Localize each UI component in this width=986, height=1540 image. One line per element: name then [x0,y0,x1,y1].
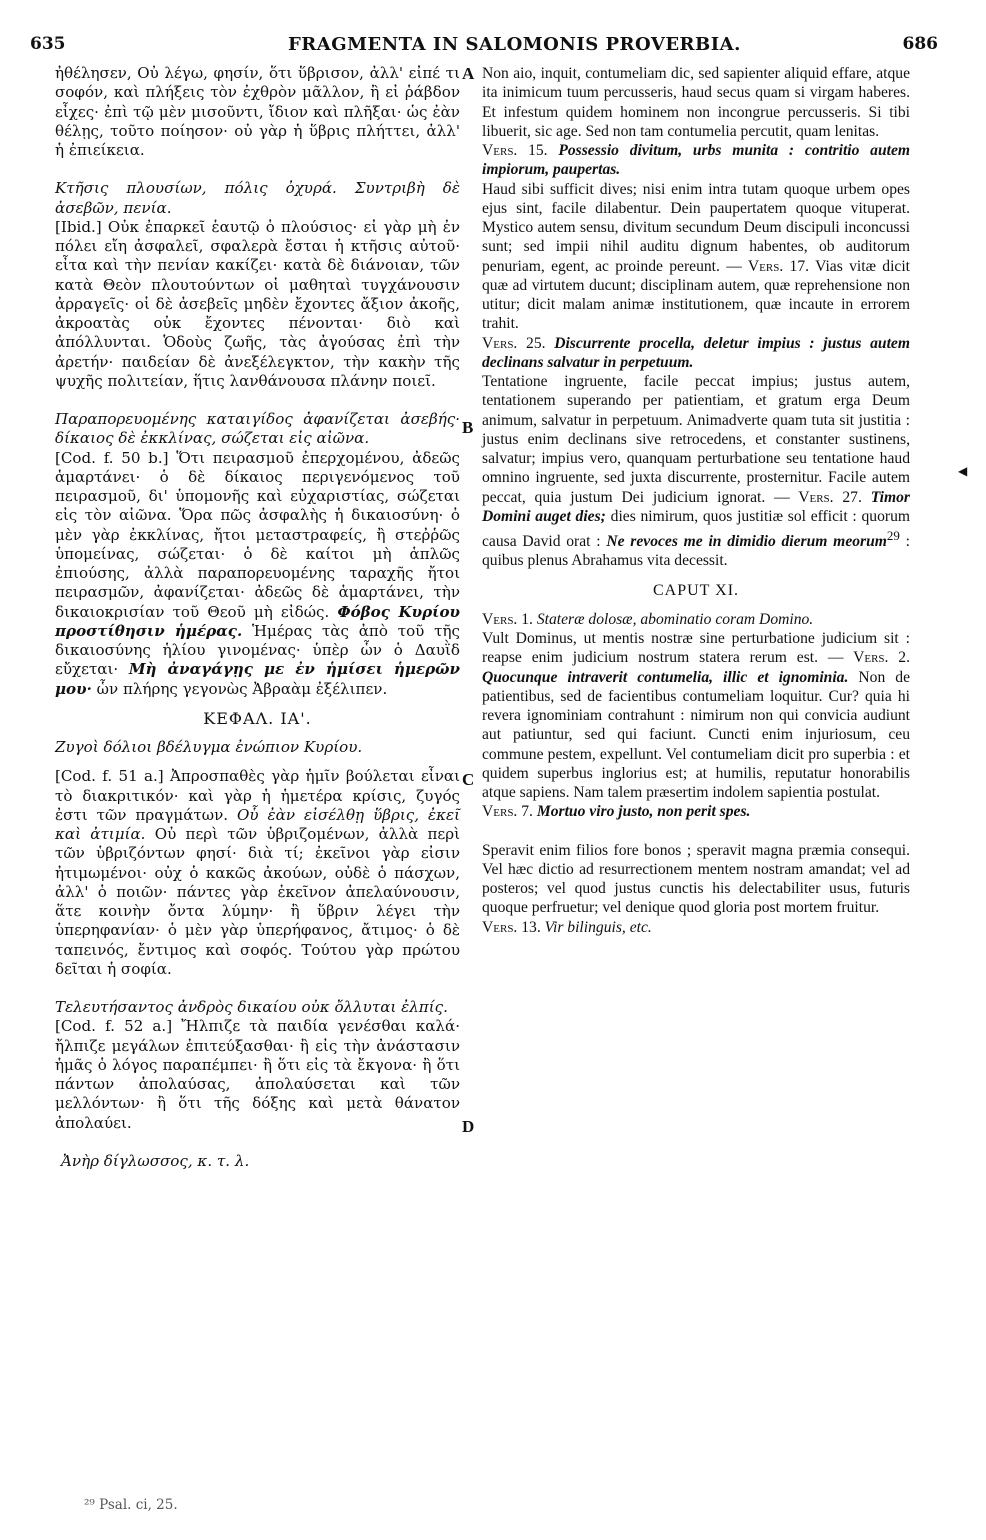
latin-paragraph: Tentatione ingruente, facile peccat impius; justus autem, tentationem superando per patientiam, et gratum erga Deum animum, salvatur in perpetuum. Animadverte quam tuta sit justitia : justus enim declinans sive retrocedens, et constanter sustinens, salvatur; impius vero, quanquam perturbatione seu tentatione haud omnino ingruente, sed juxta discurrente, prosternitur. Facile autem peccat, quia justum Dei judicium ignorat. — Vers. 27. Timor Domini auget dies; dies nimirum, quos justitiæ sol efficit : quorum causa David orat : Ne revoces me in dimidio dierum meorum$^{29}$ : quibus plenus Abrahamus vita decessit. [482,373,911,570]
margin-bullet-icon: ◀ [958,464,968,478]
verse-lemma: Vers. 7. Mortuo viro justo, non perit spes. [482,803,751,821]
verse-label: — Vers. 2. [827,649,910,667]
greek-paragraph: ἠθέλησεν, Οὐ λέγω, φησίν, ὅτι ὕβρισον, ἀλλ' εἰπέ τι σοφόν, καὶ πλήξεις τὸν ἐχθρὸν μᾶλλον, ἢ εἰ ῥάβδον εἶχες· ἐπὶ τῷ μὲν μισοῦντι, ἴδιον καὶ πλῆξαι· ὡς ἐὰν θέλῃς, τοῦτο ποίησον· οὐ γὰρ ἡ ὕβρις πλήττει, ἀλλ' ἡ ἐπιείκεια. [55,64,460,159]
latin-paragraph: Non aio, inquit, contumeliam dic, sed sapienter aliquid effare, atque ita inimicum tuum percusseris, haud secus quam si virgam haberes. Et infestum quidem hominem non incongrue percusseris. Si tibi libuerit, sic age. Sed non tam contumelia percutit, quam lenitas. [482,65,910,140]
verse-label: Vers. 15. [482,142,548,159]
codex-reference: [Cod. f. 52 a.] [55,1017,173,1036]
codex-reference: [Ibid.] [55,217,102,236]
greek-column [55,64,460,1171]
inline-lemma: Φόβος Κυρίου προστίθησιν ἡμέρας. [55,602,460,640]
codex-reference: [Cod. f. 50 b.] [55,448,169,467]
marker-c: C [462,770,475,789]
verse-label: Vers. 7. [482,803,533,821]
verse-lemma: Vers. 15. Possessio divitum, urbs munita : contritio autem impiorum, paupertas. [482,142,910,179]
latin-paragraph: Vult Dominus, ut mentis nostræ sine perturbatione judicium sit : reapse enim judicium nostrum statera rerum est. — Vers. 2. Quocunque intraverit contumelia, illic et ignominia. Non de patientibus, sed de facientibus contumeliam loquitur. Cur? quia hi revera ignominiam contrahunt : nimirum non qui convicia audiunt aut patiuntur, sed qui faciunt. Cuncti enim injuriosum, ceu commune pestem, expellunt. Vel contumeliam dicit pro superbia : et quidem superbus inglorius est; at humilis, reputatur honorabilis atque sapiens. Nam talem præsertim indolem sapientia postulat. [482,630,910,802]
latin-column [482,64,910,937]
running-title: FRAGMENTA IN SALOMONIS PROVERBIA. [288,34,741,55]
inline-lemma: Οὗ ἐὰν εἰσέλθῃ ὕβρις, ἐκεῖ καὶ ἀτιμία. [55,805,460,843]
verse-lemma: Vers. 25. Discurrente procella, deletur impius : justus autem declinans salvatur in perpetuum. [482,334,910,371]
verse-lemma: Vers. 1. Stateræ dolosæ, abominatio coram Domino. [482,610,814,628]
page-header [30,34,938,62]
latin-paragraph: Speravit enim filios fore bonos ; speravit magna præmia consequi. Vel hæc dictio ad resurrectionem mentem nostram amandat; vel ad posteros; vel quod justus cunctis his delectabiliter usus, futuris quoque perfruetur; vel denique quod gloria post mortem fruitur. [482,841,910,917]
latin-paragraph: Haud sibi sufficit dives; nisi enim intra tutam quoque urbem opes ejus sint, facile dilabentur. Dein paupertatem quoque vituperat. Mystico autem sensu, divitum secundum Deum discipuli inconcussi sunt; sed impii nihil auditu dignum habentes, ob auditorum penuriam, egent, ac proinde pereunt. — Vers. 17. Vias vitæ dicit quæ ad virtutem ducunt; disciplinam autem, quæ reprehensione non utitur; dicit malam animæ institutionem, quæ incaute in errorem trahit. [482,180,911,333]
verse-label: Vers. 13. [482,918,541,936]
greek-paragraph: [Ibid.] Οὐκ ἐπαρκεῖ ἑαυτῷ ὁ πλούσιος· εἰ γὰρ μὴ ἐν πόλει εἴη ἀσφαλεῖ, σφαλερὰ ἔσται ἡ κτῆσις αὐτοῦ· εἶτα καὶ τὴν πενίαν κακίζει· κατὰ δὲ διάνοιαν, τῶν κατὰ Θεὸν πλουτούντων οἱ μαθηταὶ τυγχάνουσιν ἀρραγεῖς· οἱ δὲ ἀσεβεῖς μηδὲν ἔχοντες ἄξιον ἀκοῆς, ἀκροατὰς οὐκ ἔχοντες πένονται· διὸ καὶ ἀπόλλυνται. Ὁδοὺς ζωῆς, τὰς ἀγούσας ἐπὶ τὴν ἀρετήν· παιδείαν δὲ ἀνεξέλεγκτον, τὴν κακὴν τῆς ψυχῆς πολιτείαν, ἥτις λανθάνουσα πλάνην ποιεῖ. [55,217,460,390]
inline-lemma: Ne revoces me in dimidio dierum meorum [606,533,887,551]
chapter-heading: ΚΕΦΑΛ. ΙΑ'. [203,708,312,728]
page-number-right: 686 [902,34,938,54]
chapter-heading: CAPUT XI. [652,581,740,599]
greek-lemma: Ἀνὴρ δίγλωσσος, κ. τ. λ. [61,1151,250,1170]
inline-lemma: Μὴ ἀναγάγῃς με ἐν ἡμίσει ἡμερῶν μου· [55,660,460,698]
footnote: ²⁹ Psal. ci, 25. [84,1497,178,1513]
greek-paragraph: [Cod. f. 51 a.] Ἀπροσπαθὲς γὰρ ἡμῖν βούλεται εἶναι τὸ διακριτικόν· καὶ γὰρ ἡ ἡμετέρα κρίσις, ζυγός ἐστι τῶν πραγμάτων. Οὗ ἐὰν εἰσέλθῃ ὕβρις, ἐκεῖ καὶ ἀτιμία. Οὐ περὶ τῶν ὑβριζομένων, ἀλλὰ περὶ τῶν ὑβριζόντων φησί· διὰ τί; ἐκεῖνοι γὰρ εἰσιν ἠτιμωμένοι· οὐχ ὁ κακῶς ἀκούων, οὐδὲ ὁ πάσχων, ἀλλ' ὁ ποιῶν· πάντες γὰρ ἐκεῖνον ἀπελαύνουσιν, ἅτε κοινὴν ὄντα λύμην· ἢ ὕβριν λέγει τὴν ὑπερηφανίαν· ὁ μὲν γὰρ ὑπερήφανος, ἄτιμος· ὁ δὲ ταπεινός, ἔντιμος καὶ σοφός. Τούτου γὰρ πρώτου δεῖται ἡ σοφία. [55,767,460,978]
page-number-left: 635 [30,34,66,54]
marker-d: D [462,1117,475,1136]
marker-a: A [462,64,475,83]
greek-lemma: Ζυγοὶ δόλιοι βδέλυγμα ἐνώπιον Κυρίου. [55,738,363,756]
verse-label: — Vers. 17. [726,257,810,275]
verse-lemma: Vers. 13. Vir bilinguis, etc. [482,918,652,936]
verse-label: — Vers. 27. [774,488,862,506]
footnote-mark: 29 [886,528,900,543]
greek-paragraph: [Cod. f. 50 b.] Ὅτι πειρασμοῦ ἐπερχομένου, ἀδεῶς ἁμαρτάνει· ὁ δὲ δίκαιος περιγενόμενος τοῦ πειρασμοῦ, δι' ὑπομονῆς καὶ εὐχαριστίας, σώζεται εἰς τὸν αἰῶνα. Ὅρα πῶς ἀσφαλὴς ἡ δικαιοσύνη· ὁ μὲν γὰρ ἐκκλίνας, ἤτοι μεταστραφείς, ἢ στεῤῥῶς ὑπομείνας, σώζεται· ὁ δὲ καίτοι μὴ ἁπλῶς ἐπιούσης, ἀλλὰ παραπορευομένης ταραχῆς ἤτοι πειρασμῶν, ἀφανίζεται· ἀδεῶς δὲ ἁμαρτάνει, τὴν δικαιοκρισίαν τοῦ Θεοῦ μὴ εἰδώς. Φόβος Κυρίου προστίθησιν ἡμέρας. Ἡμέρας τὰς ἀπὸ τοῦ τῆς δικαιοσύνης ἡλίου γινομένας· ὑπὲρ ὧν ὁ Δαυῒδ εὔχεται· Μὴ ἀναγάγῃς με ἐν ἡμίσει ἡμερῶν μου· ὧν πλήρης γεγονὼς Ἀβραὰμ ἐξέλιπεν. [55,448,460,698]
greek-lemma: Κτῆσις πλουσίων, πόλις ὀχυρά. Συντριβὴ δὲ ἀσεβῶν, πενία. [55,179,460,217]
verse-label: Vers. 25. [482,334,546,352]
greek-lemma: Παραπορευομένης καταιγίδος ἀφανίζεται ἀσεβής· δίκαιος δὲ ἐκκλίνας, σώζεται εἰς αἰῶνα. [55,410,460,448]
codex-reference: [Cod. f. 51 a.] [55,767,164,786]
greek-paragraph: [Cod. f. 52 a.] Ἤλπιζε τὰ παιδία γενέσθαι καλά· ἤλπιζε μεγάλων ἐπιτεύξασθαι· ἢ εἰς τὴν ἀνάστασιν ἡμᾶς ὁ λόγος παραπέμπει· ἢ ὅτι εἰς τὰ ἔκγονα· ἢ ὅτι πάντων ἀπολαύσας, ἀπολαύσεται καὶ τῶν μελλόντων· ἢ ὅτι τῆς δόξης καὶ μετὰ θάνατον ἀπολαύει. [55,1017,460,1132]
verse-label: Vers. 1. [482,610,533,628]
marker-b: B [462,418,474,437]
greek-lemma: Τελευτήσαντος ἀνδρὸς δικαίου οὐκ ὄλλυται ἐλπίς. [55,998,448,1016]
